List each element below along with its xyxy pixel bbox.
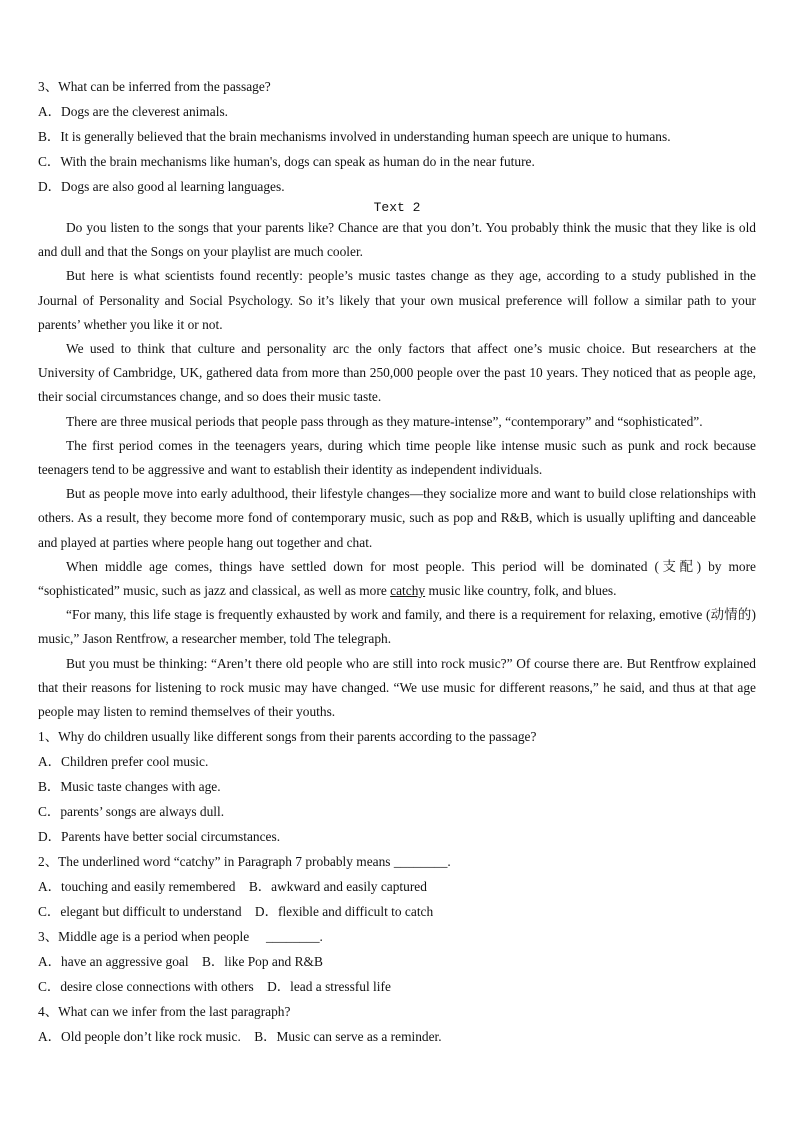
paragraph-text: music like country, folk, and blues.	[425, 583, 617, 599]
question-text: 2、The underlined word “catchy” in Paragraph 7 probably means ________.	[38, 854, 451, 870]
option: B．It is generally believed that the brain mechanisms involved in understanding human speech are unique to humans.	[38, 129, 671, 144]
underlined-word: catchy	[390, 583, 426, 599]
paragraph: But you must be thinking: “Aren’t there old people who are still into rock music?” Of course there are. But Rentfrow explained that their reasons for listening to rock music may have changed. “We use music for different reasons,” he said, and thus at that age people may listen to remind themselves of their youths.	[38, 655, 756, 720]
option: A．touching and easily remembered B．awkward and easily captured	[38, 879, 427, 895]
option: D．Dogs are also good al learning languages.	[38, 179, 285, 194]
paragraph: “For many, this life stage is frequently exhausted by work and family, and there is a requirement for relaxing, emotive (动情的) music,” Jason Rentfrow, a researcher member, told The telegraph.	[38, 607, 773, 647]
option: A．Dogs are the cleverest animals.	[38, 104, 229, 119]
paragraph: But as people move into early adulthood, their lifestyle changes—they socialize more and want to build close relationships with others. As a result, they become more fond of contemporary music, such as pop and R&B, which is usually uplifting and danceable and played at parties where people hang out together and chat.	[38, 486, 756, 550]
paragraph: The first period comes in the teenagers years, during which time people like intense music such as punk and rock because teenagers tend to be aggressive and want to establish their identity as independent individuals.	[38, 437, 756, 478]
option: B．Music taste changes with age.	[38, 779, 221, 795]
paragraph: We used to think that culture and personality arc the only factors that affect one’s music choice. But researchers at the University of Cambridge, UK, gathered data from more than 250,000 people over the past 10 years. They noticed that as people age, their social circumstances change, and so does their music taste.	[38, 341, 756, 405]
paragraph-text: When middle age comes, things have settled down for most people. This period will be dominated (支配) by more “sophisticated” music, such as jazz and classical, as well as more	[38, 558, 756, 599]
option: A．Children prefer cool music.	[38, 754, 209, 770]
option: A．have an aggressive goal B．like Pop and R&B	[38, 954, 323, 970]
paragraph	[38, 555, 756, 603]
question-text: 4、What can we infer from the last paragraph?	[38, 1004, 291, 1020]
question-text: 3、What can be inferred from the passage?	[38, 79, 271, 94]
document-page	[38, 74, 773, 1049]
paragraph: But here is what scientists found recently: people’s music tastes change as they age, according to a study published in the Journal of Personality and Social Psychology. So it’s likely that your own musical preference will follow a similar path to your parents’ whether you like it or not.	[38, 268, 756, 332]
question-text: 3、Middle age is a period when people ________.	[38, 929, 323, 945]
section-title: Text 2	[373, 200, 421, 215]
question-text: 1、Why do children usually like different songs from their parents according to the passage?	[38, 729, 537, 745]
option: C．elegant but difficult to understand D．flexible and difficult to catch	[38, 904, 434, 920]
option: C．desire close connections with others D．lead a stressful life	[38, 979, 391, 995]
option: D．Parents have better social circumstances.	[38, 829, 281, 845]
paragraph: Do you listen to the songs that your parents like? Chance are that you don’t. You probably think the music that they like is old and dull and that the Songs on your playlist are much cooler.	[38, 220, 756, 260]
option: C．parents’ songs are always dull.	[38, 804, 225, 820]
paragraph: There are three musical periods that people pass through as they mature-intense”, “contemporary” and “sophisticated”.	[66, 413, 703, 429]
option: C．With the brain mechanisms like human's, dogs can speak as human do in the near future.	[38, 154, 535, 169]
option: A．Old people don’t like rock music. B．Music can serve as a reminder.	[38, 1029, 442, 1045]
